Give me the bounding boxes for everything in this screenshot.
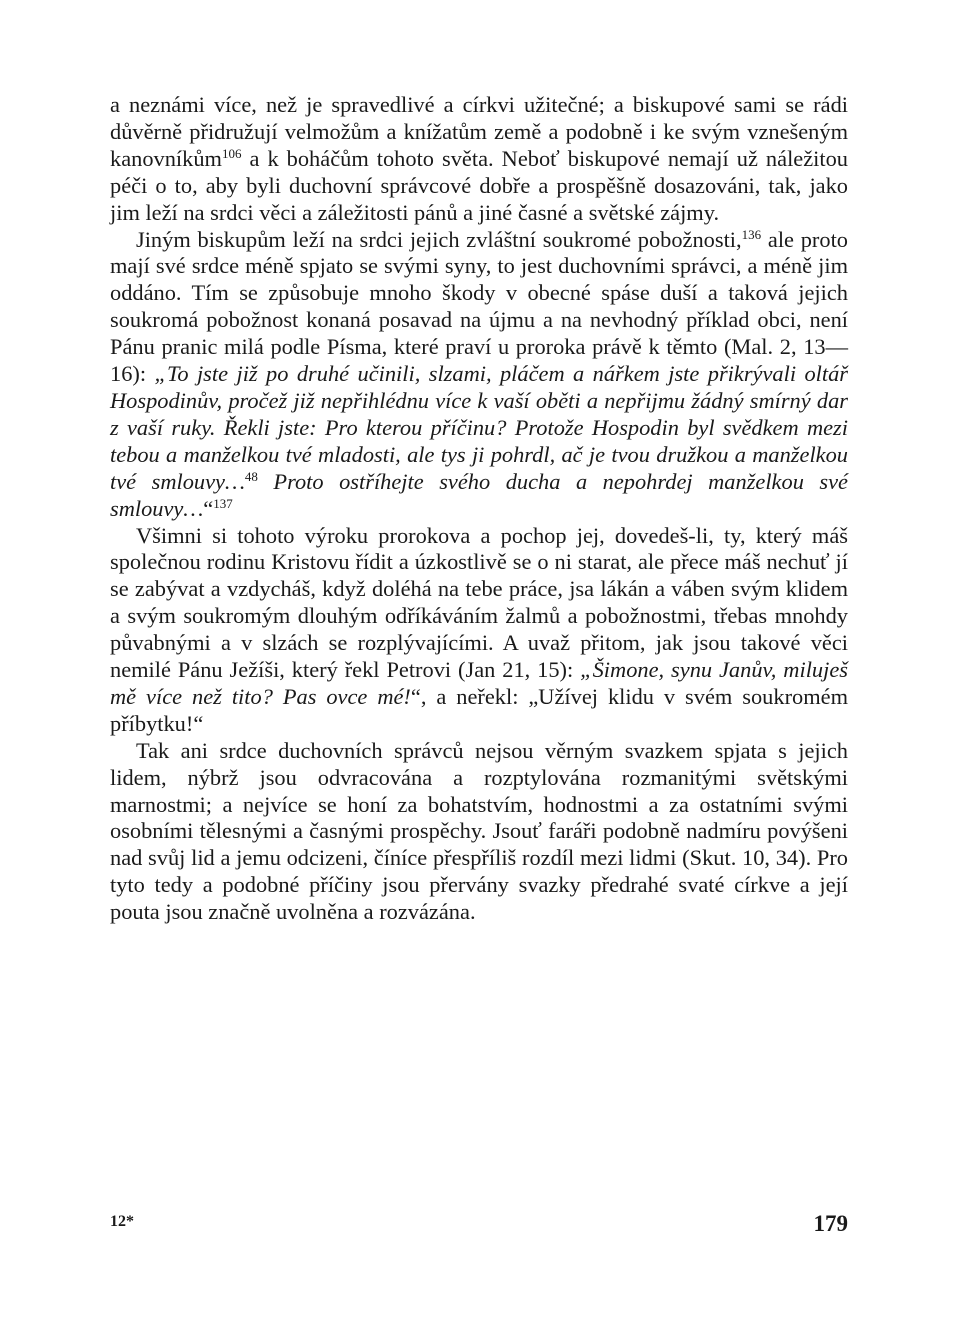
paragraph-3 <box>110 523 848 738</box>
text-run: “, a neřekl: „Užívej klidu v svém soukromém příbytku!“ <box>110 683 848 736</box>
text-run: Všimni si tohoto výroku prorokova a pochop jej, dovedeš-li, ty, který máš společnou rodinu Kristovu řídit a úzkostlivě se o ni starat, ale přece máš nechuť jí se zabývat a vzdycháš, když doléhá na tebe práce, jsa lákán a váben svým klidem a svým soukromým dlouhým odříkáváním žalmů a pobožnostmi, třebas mnohdy půvabnými a v slzách se rozplývajícími. A uvaž přitom, jak jsou takové věci nemilé Pánu Ježíši, který řekl Petrovi (Jan 21, 15): <box>110 522 848 683</box>
footnote-ref: 106 <box>221 145 242 161</box>
page-footer <box>110 1211 848 1241</box>
paragraph-1 <box>110 92 848 227</box>
scripture-quote: „To jste již po druhé učinili, slzami, pláčem a nářkem jste přikrývali oltář Hospodinův, pročež již nepřihlédnu více k vaší oběti a nepřijmu žádný smírný dar z vaší ruky. Řekli jste: Pro kterou příčinu? Protože Hospodin byl svědkem mezi tebou a manželkou tvé mladosti, ale tys ji pohrdl, ač je tvou družkou a manželkou tvé smlouvy… <box>110 361 849 494</box>
text-run: ale proto mají své srdce méně spjato se svými syny, to jest duchovními správci, a méně jim oddáno. Tím se způsobuje mnoho škody v obecné spáse duší a taková jejich soukromá pobožnost konaná posavad na újmu a na nevhodný příklad obci, není Pánu pranic milá podle Písma, které praví u proroka právě k těmto (Mal. 2, 13—16): <box>110 226 848 387</box>
text-run: “ <box>203 495 214 521</box>
footnote-ref: 136 <box>741 226 762 242</box>
page-body <box>110 92 848 926</box>
footnote-ref: 48 <box>244 468 258 484</box>
text-run: a k boháčům tohoto světa. Neboť biskupové nemají už náležitou péči o to, aby byli duchovní správcové dobře a prospěšně dosazováni, tak, jako jim leží na srdci věci a záležitosti pánů a jiné časné a světské zájmy. <box>110 145 848 225</box>
scripture-quote: „Šimone, synu Janův, miluješ mě více než tito? Pas ovce mé! <box>110 657 848 709</box>
scripture-quote: Proto ostříhejte svého ducha a nepohrdej manželkou své smlouvy… <box>110 468 848 521</box>
footnote-ref: 137 <box>213 495 233 511</box>
paragraph-4 <box>110 738 848 926</box>
text-run: Tak ani srdce duchovních správců nejsou věrným svazkem spjata s jejich lidem, nýbrž jsou odvracována a rozptylována rozmanitými světskými marnostmi; a nejvíce se honí za bohatstvím, hodnostmi a za ostatními svými osobními tělesnými a časnými prospěchy. Jsouť faráři podobně nadmíru povýšeni nad svůj lid a jemu odcizeni, číníce přespříliš rozdíl mezi lidmi (Skut. 10, 34). Pro tyto tedy a podobné příčiny jsou přervány svazky předrahé svaté církve a její pouta jsou značně uvolněna a rozvázána. <box>110 737 848 925</box>
text-run: Jiným biskupům leží na srdci jejich zvláštní soukromé pobožnosti, <box>136 226 742 252</box>
signature-mark: 12* <box>110 1213 134 1230</box>
text-run: a neznámi více, než je spravedlivé a církvi užitečné; a biskupové sami se rádi důvěrně přidružují velmožům a knížatům země a podobně i ke svým vznešeným kanovníkům <box>110 92 848 171</box>
page-number: 179 <box>813 1211 848 1236</box>
paragraph-2 <box>110 227 848 523</box>
